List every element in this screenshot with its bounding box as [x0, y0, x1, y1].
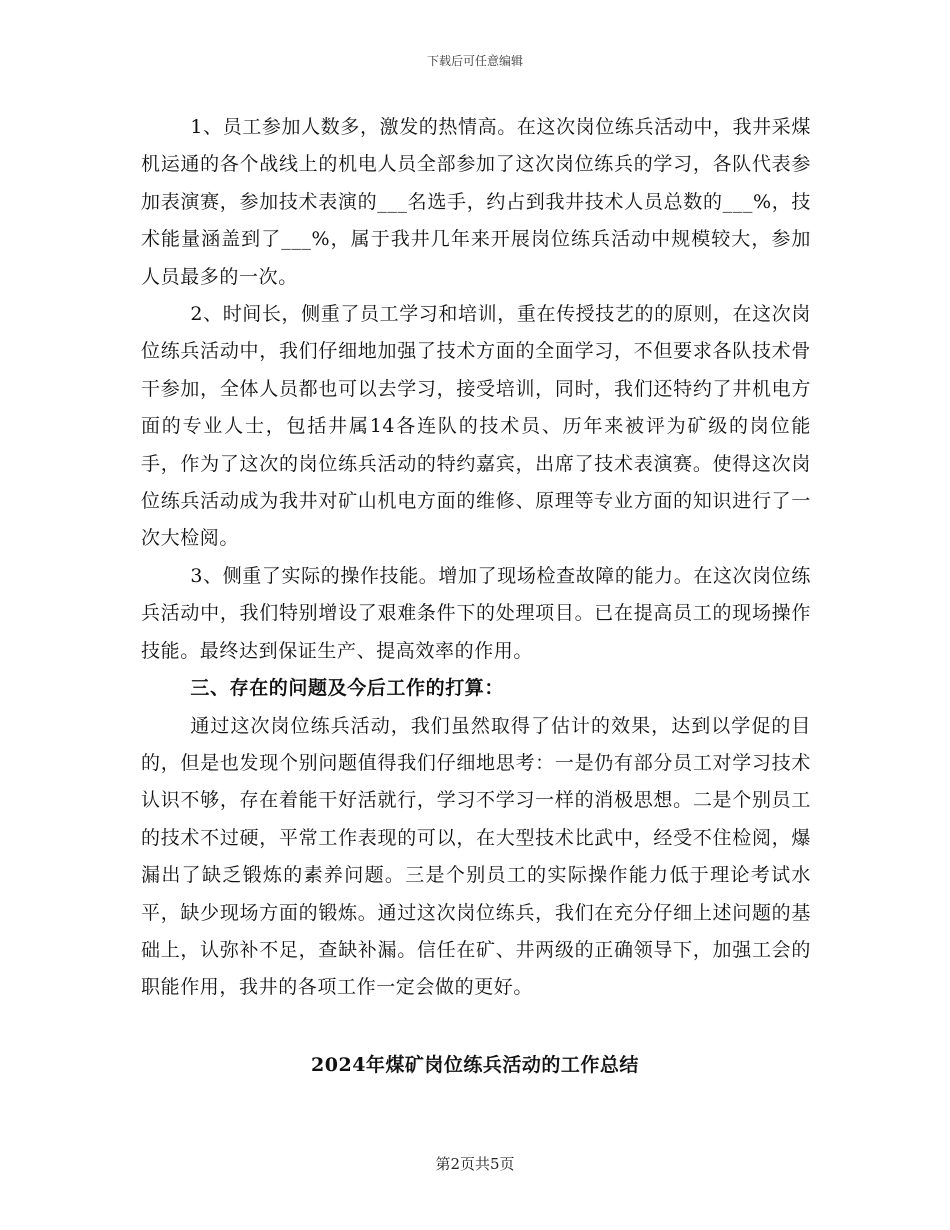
- page-header-note: 下载后可任意编辑: [426, 54, 523, 68]
- next-document-title: 2024年煤矿岗位练兵活动的工作总结: [311, 1054, 639, 1076]
- paragraph-point-2: 2、时间长，侧重了员工学习和培训，重在传授技艺的的原则，在这次岗位练兵活动中，我们仔细地加强了技术方面的全面学习，不但要求各队技术骨干参加，全体人员都也可以去学习，接受培训，同时，我们还特约了井机电方面的专业人士，包括井属14各连队的技术员、历年来被评为矿级的岗位能手，作为了这次的岗位练兵活动的特约嘉宾，出席了技术表演赛。使得这次岗位练兵活动成为我井对矿山机电方面的维修、原理等专业方面的知识进行了一次大检阅。: [141, 303, 811, 550]
- page-number: 第2页共5页: [435, 1155, 515, 1173]
- paragraph-point-1: 1、员工参加人数多，激发的热情高。在这次岗位练兵活动中，我井采煤机运通的各个战线上的机电人员全部参加了这次岗位练兵的学习，各队代表参加表演赛，参加技术表演的___名选手，约占到我井技术人员总数的___%，技术能量涵盖到了___%，属于我井几年来开展岗位练兵活动中规模较大，参加人员最多的一次。: [141, 116, 811, 288]
- paragraph-point-3: 3、侧重了实际的操作技能。增加了现场检查故障的能力。在这次岗位练兵活动中，我们特别增设了艰难条件下的处理项目。已在提高员工的现场操作技能。最终达到保证生产、提高效率的作用。: [141, 564, 811, 662]
- document-body: [141, 109, 811, 1007]
- section-heading-problems: 三、存在的问题及今后工作的打算：: [190, 677, 504, 700]
- paragraph-problems: 通过这次岗位练兵活动，我们虽然取得了估计的效果，达到以学促的目的，但是也发现个别问题值得我们仔细地思考：一是仍有部分员工对学习技术认识不够，存在着能干好活就行，学习不学习一样的消极思想。二是个别员工的技术不过硬，平常工作表现的可以，在大型技术比武中，经受不住检阅，爆漏出了缺乏锻炼的素养问题。三是个别员工的实际操作能力低于理论考试水平，缺少现场方面的锻炼。通过这次岗位练兵，我们在充分仔细上述问题的基础上，认弥补不足，查缺补漏。信任在矿、井两级的正确领导下，加强工会的职能作用，我井的各项工作一定会做的更好。: [141, 714, 811, 999]
